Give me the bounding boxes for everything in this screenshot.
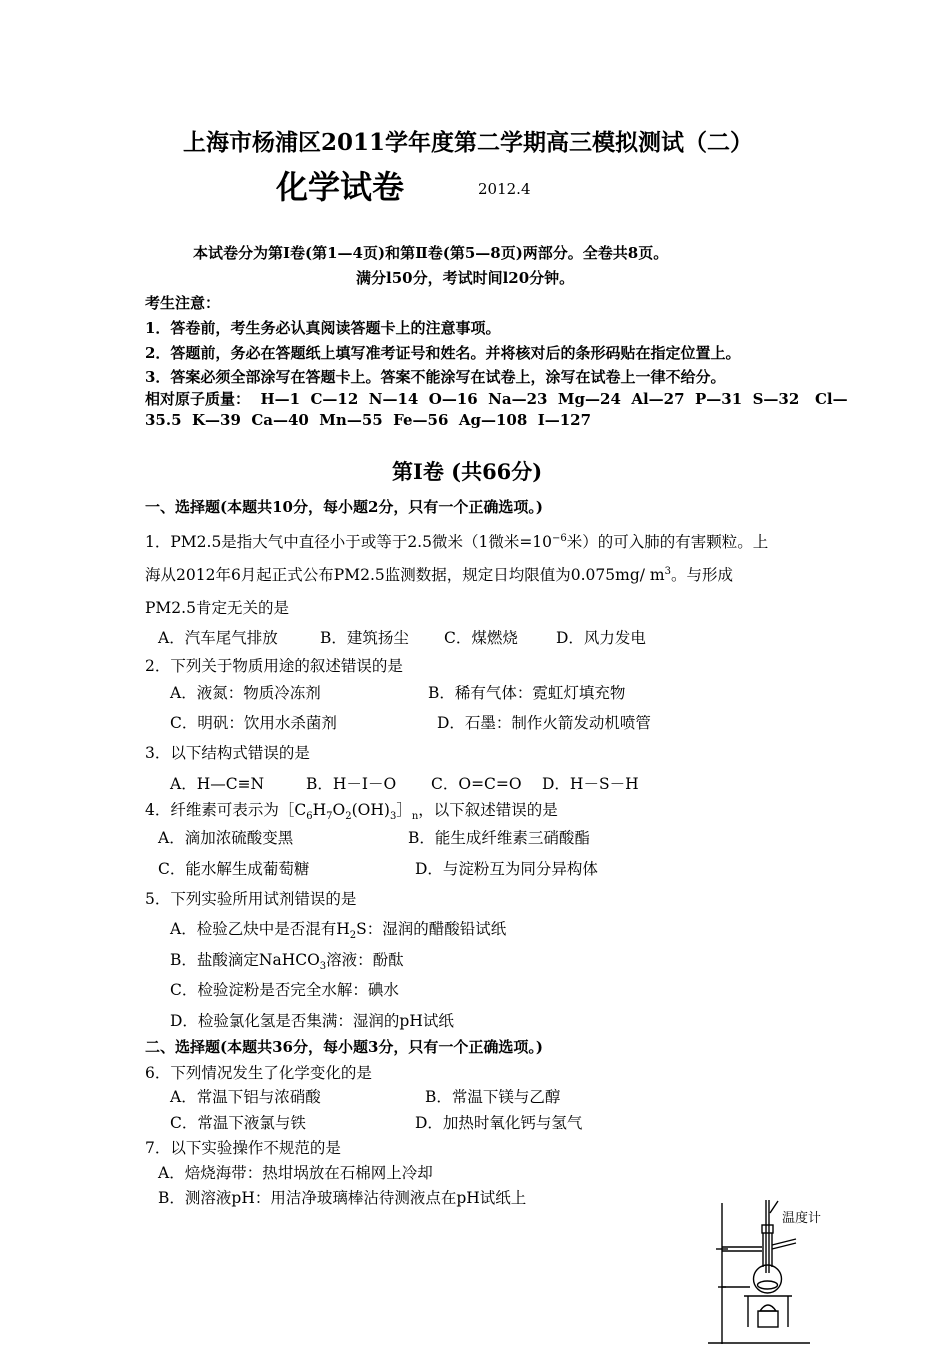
q1-line-1: 1．PM2.5是指大气中直径小于或等于2.5微米（1微米$=10^{-6}$米）的可入肺的有害颗粒。上 (145, 532, 769, 551)
q1-option-a: A．汽车尾气排放 (158, 629, 278, 647)
q6-option-c: C．常温下液氯与铁 (170, 1114, 306, 1132)
q7-option-b: B．测溶液pH：用洁净玻璃棒沾待测液点在pH试纸上 (158, 1189, 527, 1207)
q2-option-b: B．稀有气体：霓虹灯填充物 (428, 684, 626, 702)
notice-item-1: 1．答卷前，考生务必认真阅读答题卡上的注意事项。 (145, 319, 501, 337)
q4-option-d: D．与淀粉互为同分异构体 (415, 860, 598, 878)
section-1-heading: 一、选择题(本题共10分，每小题2分，只有一个正确选项。) (145, 498, 544, 516)
q6-stem: 6．下列情况发生了化学变化的是 (145, 1064, 372, 1082)
q4-stem: 4．纤维素可表示为$[C_6H_7O_2(OH)_3]_n$，以下叙述错误的是 (145, 801, 558, 823)
q4-option-c: C．能水解生成葡萄糖 (158, 860, 310, 878)
q5-option-d: D．检验氯化氢是否集满：湿润的pH试纸 (170, 1012, 454, 1030)
atomic-mass-line-2: 35.5 K—39 Ca—40 Mn—55 Fe—56 Ag—108 I—127 (145, 411, 592, 429)
q6-option-b: B．常温下镁与乙醇 (425, 1088, 561, 1106)
q1-option-c: C．煤燃烧 (444, 629, 518, 647)
q1-option-d: D．风力发电 (556, 629, 646, 647)
notice-item-2: 2．答题前，务必在答题纸上填写准考证号和姓名。并将核对后的条形码贴在指定位置上。 (145, 344, 741, 362)
q3-option-b: B．H－I－O (306, 775, 397, 793)
q5-option-b: B．盐酸滴定NaHCO$_3$溶液：酚酞 (170, 951, 404, 973)
thermometer-label: 温度计 (782, 1211, 822, 1226)
section-2-heading: 二、选择题(本题共36分，每小题3分，只有一个正确选项。) (145, 1038, 544, 1056)
exam-title: 上海市杨浦区2011学年度第二学期高三模拟测试（二） (183, 129, 754, 156)
q7-option-a: A．焙烧海带：热坩埚放在石棉网上冷却 (158, 1164, 433, 1182)
notice-item-3: 3．答案必须全部涂写在答题卡上。答案不能涂写在试卷上，涂写在试卷上一律不给分。 (145, 368, 726, 386)
q4-option-b: B．能生成纤维素三硝酸酯 (408, 829, 590, 847)
q3-option-c: C．O=C=O (431, 775, 522, 793)
q6-option-d: D．加热时氧化钙与氢气 (415, 1114, 583, 1132)
q5-option-a: A．检验乙炔中是否混有$H_2S$：湿润的醋酸铅试纸 (170, 920, 507, 942)
q7-stem: 7．以下实验操作不规范的是 (145, 1139, 341, 1157)
q3-option-d: D．H－S－H (542, 775, 639, 793)
q6-option-a: A．常温下铝与浓硝酸 (170, 1088, 321, 1106)
q2-option-c: C．明矾：饮用水杀菌剂 (170, 714, 337, 732)
intro-line-2: 满分l50分，考试时间l20分钟。 (356, 269, 575, 287)
subject-title: 化学试卷 (276, 168, 405, 206)
volume-1-title: 第I卷 (共66分) (392, 459, 543, 484)
atomic-mass-line-1: 相对原子质量： H—1 C—12 N—14 O—16 Na—23 Mg—24 Al—27 P—31 S—32 Cl— (145, 390, 848, 408)
q5-stem: 5．下列实验所用试剂错误的是 (145, 890, 357, 908)
q1-line-3: PM2.5肯定无关的是 (145, 599, 289, 617)
q3-stem: 3．以下结构式错误的是 (145, 744, 310, 762)
q2-option-a: A．液氮：物质冷冻剂 (170, 684, 321, 702)
q1-line-2: 海从2012年6月起正式公布PM2.5监测数据，规定日均限值为0.075mg/ $m^3$。与形成 (145, 565, 733, 584)
intro-line-1: 本试卷分为第I卷(第1—4页)和第Ⅱ卷(第5—8页)两部分。全卷共8页。 (193, 244, 669, 262)
q3-option-a: A．H—C≡N (170, 775, 265, 793)
q1-option-b: B．建筑扬尘 (320, 629, 409, 647)
q2-option-d: D．石墨：制作火箭发动机喷管 (437, 714, 651, 732)
q2-stem: 2．下列关于物质用途的叙述错误的是 (145, 657, 403, 675)
exam-date: 2012.4 (478, 180, 531, 198)
q5-option-c: C．检验淀粉是否完全水解：碘水 (170, 981, 399, 999)
notice-heading: 考生注意： (145, 294, 221, 312)
q4-option-a: A．滴加浓硫酸变黑 (158, 829, 294, 847)
